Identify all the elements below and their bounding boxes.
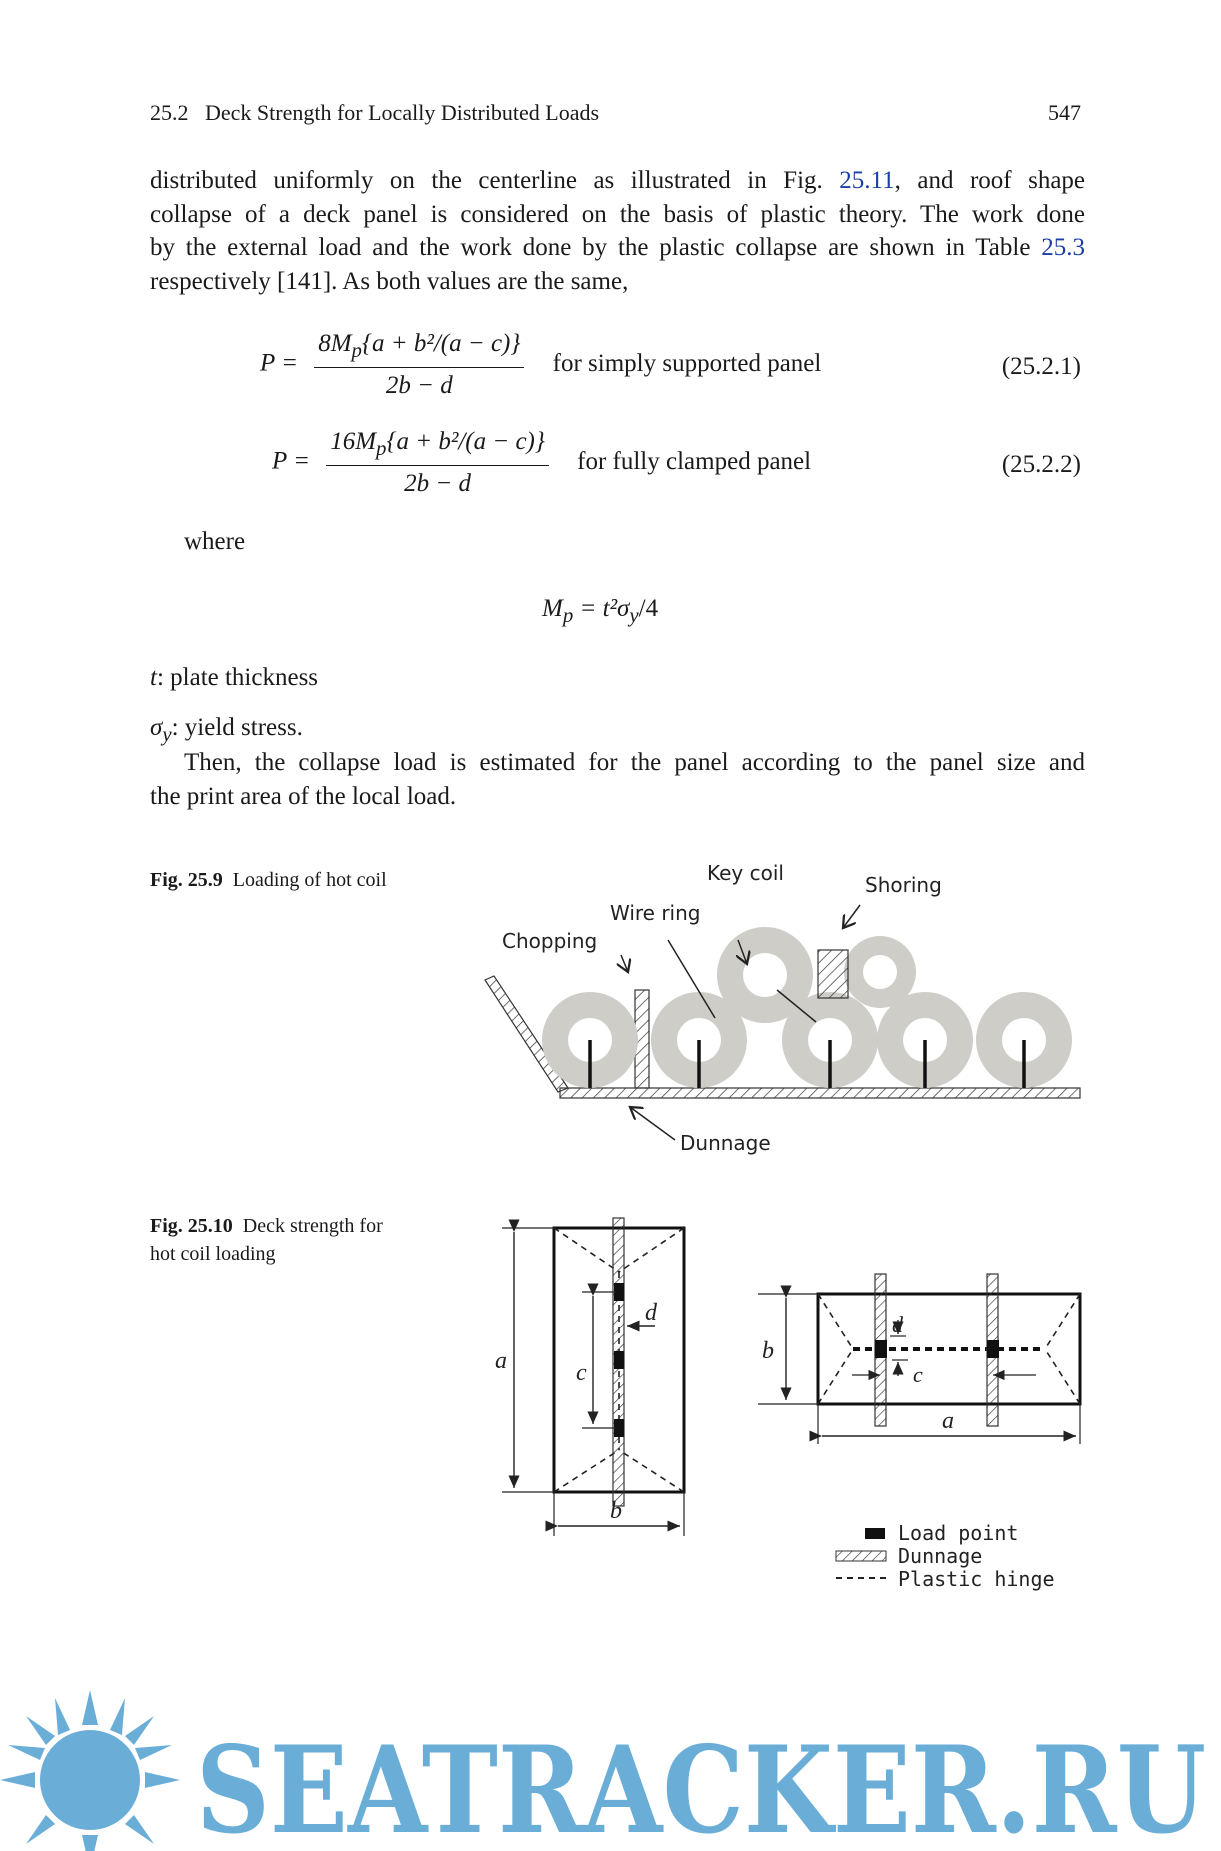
- figure-label: Fig. 25.9: [150, 869, 223, 891]
- legend-load-point: Load point: [898, 1521, 1019, 1545]
- dim-b-label: b: [762, 1338, 774, 1364]
- equation-numerator: $16M_p\{a + b^2/(a - c)\}$: [326, 428, 549, 466]
- text-line: distributed uniformly on the centerline as illustrated in Fig. 25.11, and roof shape: [150, 167, 1086, 194]
- text-line: Then, the collapse load is estimated for the panel according to the panel size and: [184, 749, 1085, 776]
- sun-logo: [0, 1690, 180, 1851]
- label-key-coil: Key coil: [707, 861, 784, 885]
- figure-25-9-diagram: [480, 860, 1100, 1160]
- text-line: respectively [141]. As both values are the same,: [150, 267, 629, 295]
- figure-25-9-caption: [150, 866, 410, 894]
- equation-lhs: P =: [272, 447, 310, 475]
- dim-a-label: a: [495, 1348, 507, 1374]
- label-chopping: Chopping: [502, 929, 598, 953]
- table-link[interactable]: 25.3: [1041, 234, 1086, 261]
- equation-25-2-1: [260, 330, 821, 400]
- watermark-text: SEATRACKER.RU: [196, 1720, 1206, 1851]
- equation-25-2-2: [272, 428, 811, 498]
- load-point: [875, 1340, 887, 1358]
- label-wire-ring: Wire ring: [610, 901, 701, 925]
- equation-denominator: 2b − d: [404, 470, 471, 497]
- figure-caption-text: Loading of hot coil: [232, 869, 387, 891]
- section-number: 25.2: [150, 100, 189, 125]
- equation-number: (25.2.2): [1001, 451, 1081, 478]
- legend-dunnage-swatch: [836, 1551, 886, 1561]
- section-title: Deck Strength for Locally Distributed Loads: [205, 100, 600, 125]
- deck-dunnage: [560, 1088, 1080, 1098]
- text-line: collapse of a deck panel is considered on the basis of plastic theory. The work done: [150, 200, 1085, 228]
- where-label: where: [184, 528, 246, 555]
- figure-25-10-caption: [150, 1212, 410, 1268]
- equation-fraction: [326, 428, 549, 498]
- dim-d-label: d: [892, 1312, 903, 1337]
- running-head: [150, 100, 599, 126]
- text-line: by the external load and the work done by the plastic collapse are shown in Table 25.3: [150, 234, 1086, 261]
- legend-load-point-swatch: [865, 1528, 885, 1539]
- dim-c-label: c: [576, 1360, 587, 1386]
- load-point: [614, 1351, 624, 1369]
- dim-c-label: c: [913, 1362, 923, 1387]
- text-line: the print area of the local load.: [150, 782, 457, 810]
- figure-caption-text: Deck strength for hot coil loading: [150, 1215, 383, 1265]
- equation-number: (25.2.1): [1001, 353, 1081, 380]
- figure-label: Fig. 25.10: [150, 1215, 233, 1237]
- label-dunnage: Dunnage: [680, 1131, 771, 1155]
- figure-25-10-diagram: [480, 1210, 1100, 1610]
- equation-condition: for simply supported panel: [552, 349, 822, 377]
- figure-link[interactable]: 25.11: [839, 167, 895, 194]
- shoring: [818, 950, 848, 998]
- mp-equation: $M_p = t^2\sigma_y/4$: [542, 595, 659, 627]
- dim-a-label: a: [942, 1408, 954, 1434]
- watermark: [0, 1690, 1221, 1851]
- equation-numerator: $8M_p\{a + b^2/(a - c)\}$: [314, 330, 524, 368]
- coil: [844, 936, 916, 1008]
- dim-b-label: b: [610, 1498, 622, 1524]
- label-shoring: Shoring: [865, 873, 942, 897]
- dim-d-label: d: [645, 1300, 657, 1326]
- load-point: [987, 1340, 999, 1358]
- legend-dunnage: Dunnage: [898, 1544, 983, 1568]
- intro-paragraph: [150, 164, 1085, 298]
- conclusion-paragraph: [150, 746, 1085, 813]
- equation-condition: for fully clamped panel: [577, 447, 812, 475]
- equation-fraction: [314, 330, 524, 400]
- equation-lhs: P =: [260, 349, 298, 377]
- equation-denominator: 2b − d: [385, 372, 453, 399]
- legend-plastic-hinge: Plastic hinge: [898, 1567, 1055, 1591]
- definition-thickness: t: plate thickness: [150, 664, 319, 691]
- definition-yield-stress: $\sigma_y$: yield stress.: [150, 714, 303, 746]
- page-number: 547: [1048, 100, 1081, 125]
